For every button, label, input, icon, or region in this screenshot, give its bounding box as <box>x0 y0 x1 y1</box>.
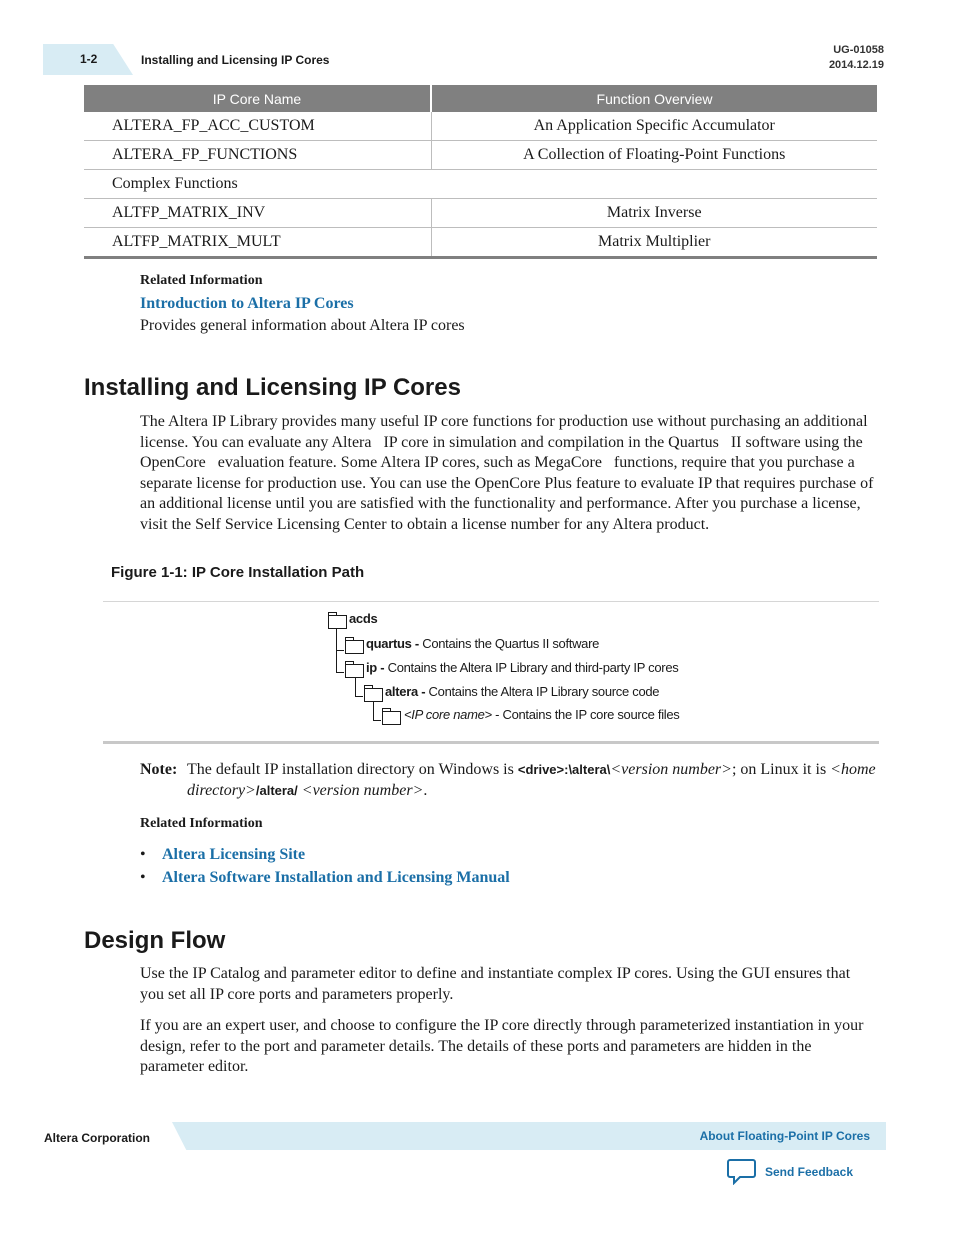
running-header-title: Installing and Licensing IP Cores <box>141 53 330 67</box>
design-flow-paragraph-2: If you are an expert user, and choose to configure the IP core directly through parameterized instantiation in your design, refer to the port and parameter details. The details of these ports and parameters are hidden in the parameter editor. <box>140 1017 864 1076</box>
intro-ip-cores-link[interactable]: Introduction to Altera IP Cores <box>140 295 354 312</box>
function-cell: A Collection of Floating-Point Functions <box>431 141 877 170</box>
tree-connector <box>373 720 381 721</box>
related-information-heading: Related Information <box>140 816 263 831</box>
install-paragraph: The Altera IP Library provides many useful IP core functions for production use without purchasing an additional license. You can evaluate any Altera IP core in simulation and compilation in the Quartus II software using the OpenCore evaluation feature. Some Altera IP cores, such as MegaCore functions, require that you purchase a separate license for production use. You can use the OpenCore Plus feature to evaluate IP that requires purchase of an additional license until you are satisfied with the functionality and performance. After you purchase a license, visit the Self Service Licensing Center to obtain a license number for any Altera product. <box>140 413 874 533</box>
install-note <box>140 760 880 801</box>
column-header: Function Overview <box>431 85 877 112</box>
note-label: Note: <box>140 761 178 778</box>
send-feedback-label: Send Feedback <box>765 1164 854 1179</box>
software-installation-manual-link[interactable]: Altera Software Installation and Licensing Manual <box>162 869 510 886</box>
note-text: The default IP installation directory on Windows is <drive>:\altera\<version number>; on Linux it is <home directory>/altera/ <version number>. <box>187 761 876 799</box>
tree-item-acds: acds <box>349 611 378 626</box>
table-row <box>84 112 877 141</box>
column-header: IP Core Name <box>84 85 431 112</box>
group-label-cell: Complex Functions <box>84 170 877 199</box>
doc-date: 2014.12.19 <box>828 59 884 71</box>
ip-core-table <box>84 85 877 259</box>
table-header-row <box>84 85 877 112</box>
ip-core-name-cell: ALTERA_FP_ACC_CUSTOM <box>84 112 431 141</box>
footer-document-title[interactable]: About Floating-Point IP Cores <box>699 1129 870 1143</box>
tree-item-ip-core-name: <IP core name> - Contains the IP core source files <box>404 707 680 722</box>
design-flow-paragraph-1: Use the IP Catalog and parameter editor to define and instantiate complex IP cores. Using the GUI ensures that you set all IP core ports and parameters properly. <box>140 965 851 1003</box>
function-cell: Matrix Multiplier <box>431 228 877 258</box>
table-row <box>84 228 877 258</box>
altera-licensing-site-link[interactable]: Altera Licensing Site <box>162 846 306 863</box>
folder-icon <box>382 711 401 725</box>
table-row <box>84 141 877 170</box>
ip-core-name-cell: ALTERA_FP_FUNCTIONS <box>84 141 431 170</box>
folder-icon <box>364 688 383 702</box>
related-links-list <box>140 845 510 891</box>
tree-connector <box>355 676 356 696</box>
tree-connector <box>373 700 374 720</box>
list-item <box>140 845 510 868</box>
tree-item-altera: altera - Contains the Altera IP Library source code <box>385 684 660 699</box>
list-item <box>140 868 510 891</box>
table-row <box>84 199 877 228</box>
document-id <box>829 43 884 73</box>
folder-icon <box>328 615 347 629</box>
tree-item-quartus: quartus - Contains the Quartus II software <box>366 636 600 651</box>
folder-icon <box>345 640 364 654</box>
function-cell: Matrix Inverse <box>431 199 877 228</box>
related-link-description: Provides general information about Altera IP cores <box>140 317 465 334</box>
page-number: 1-2 <box>80 52 98 66</box>
section-heading-installing: Installing and Licensing IP Cores <box>84 374 461 401</box>
ip-core-name-cell: ALTFP_MATRIX_MULT <box>84 228 431 258</box>
folder-icon <box>345 664 364 678</box>
tree-item-ip: ip - Contains the Altera IP Library and third-party IP cores <box>366 660 679 675</box>
figure-caption: Figure 1-1: IP Core Installation Path <box>111 564 365 581</box>
send-feedback-button[interactable] <box>727 1158 853 1185</box>
function-cell: An Application Specific Accumulator <box>431 112 877 141</box>
ip-core-name-cell: ALTFP_MATRIX_INV <box>84 199 431 228</box>
speech-bubble-icon <box>727 1158 756 1185</box>
footer-company: Altera Corporation <box>44 1131 151 1145</box>
related-information-heading: Related Information <box>140 273 263 288</box>
section-heading-design-flow: Design Flow <box>84 927 226 954</box>
table-group-row <box>84 170 877 199</box>
tree-connector <box>355 696 363 697</box>
figure-top-rule <box>103 601 879 602</box>
tree-connector <box>336 650 344 651</box>
doc-number: UG-01058 <box>833 44 884 56</box>
figure-bottom-rule <box>103 741 879 744</box>
tree-connector <box>336 672 344 673</box>
